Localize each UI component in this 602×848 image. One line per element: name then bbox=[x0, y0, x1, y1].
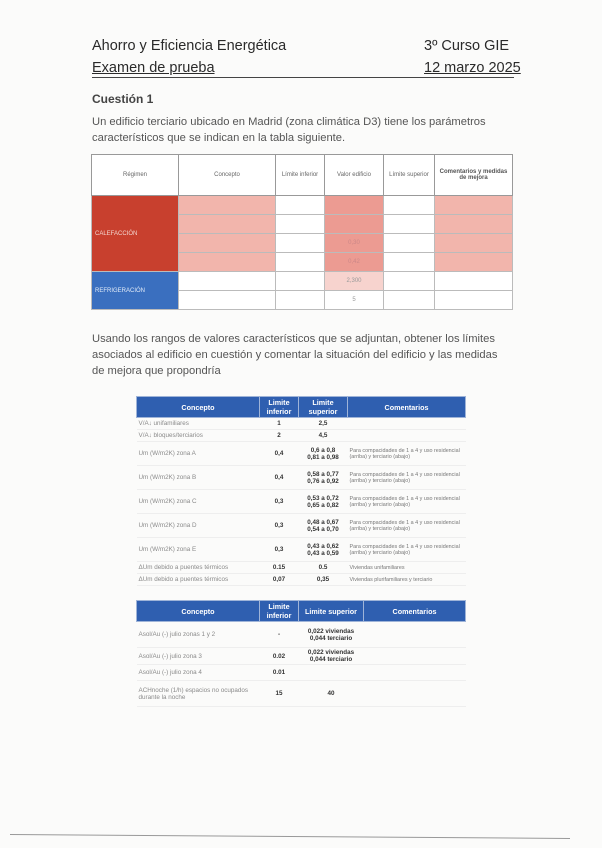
upper-limit-value: 0,022 viviendas bbox=[307, 649, 355, 656]
upper-limit-cell bbox=[299, 574, 348, 586]
comment-cell bbox=[435, 196, 513, 215]
comment-cell: Viviendas unifamiliares bbox=[348, 562, 466, 574]
table-row bbox=[137, 648, 466, 665]
lower-limit-cell: 0,07 bbox=[260, 574, 299, 586]
course-year: 3º Curso GIE bbox=[424, 38, 510, 54]
ranges-table-2 bbox=[136, 600, 466, 707]
value-cell bbox=[325, 215, 384, 234]
upper-limit-cell bbox=[299, 665, 364, 681]
concept-cell: Asol/Au (-) julio zona 3 bbox=[137, 648, 260, 665]
table-row bbox=[137, 490, 466, 514]
upper-limit-value: 0.5 bbox=[318, 564, 328, 571]
col-comentarios: Comentarios y medidas de mejora bbox=[435, 155, 513, 196]
col-limite-inferior: Limite inferior bbox=[260, 397, 299, 418]
col-regimen: Régimen bbox=[92, 155, 179, 196]
table-row bbox=[137, 562, 466, 574]
comment-cell: Para compacidades de 1 a 4 y uso residencial (arriba) y terciario (abajo) bbox=[348, 514, 466, 538]
concept-cell bbox=[179, 196, 276, 215]
concept-cell bbox=[179, 272, 276, 291]
concept-cell: Um (W/m2K) zona A bbox=[137, 442, 260, 466]
concept-cell: ACHnoche (1/h) espacios no ocupados durante la noche bbox=[137, 681, 260, 707]
upper-limit-cell bbox=[299, 622, 364, 648]
upper-limit-value: 0,022 viviendas bbox=[307, 627, 355, 635]
upper-limit-value: 4,5 bbox=[318, 432, 328, 439]
upper-limit-cell bbox=[299, 648, 364, 665]
comment-cell bbox=[348, 418, 466, 430]
low-cell bbox=[276, 253, 325, 272]
upper-limit-value-2: 0,044 terciario bbox=[309, 656, 353, 663]
table-row bbox=[137, 514, 466, 538]
upper-limit-cell bbox=[299, 442, 348, 466]
concept-cell bbox=[179, 253, 276, 272]
col-valor-edificio: Valor edificio bbox=[325, 155, 384, 196]
instructions-line-2: asociados al edificio en cuestión y comentar la situación del edificio y las medidas bbox=[92, 349, 498, 361]
lower-limit-cell: 0,3 bbox=[260, 538, 299, 562]
table-row bbox=[137, 466, 466, 490]
lower-limit-cell: 1 bbox=[260, 418, 299, 430]
col-limite-superior: Limite superior bbox=[299, 601, 364, 622]
col-comentarios: Comentarios bbox=[348, 397, 466, 418]
question-instructions bbox=[92, 331, 512, 379]
value-cell: 5 bbox=[325, 291, 384, 310]
header-rule bbox=[92, 77, 514, 78]
comment-cell: Para compacidades de 1 a 4 y uso residencial (arriba) y terciario (abajo) bbox=[348, 466, 466, 490]
lower-limit-cell: 0,3 bbox=[260, 490, 299, 514]
comment-cell: Para compacidades de 1 a 4 y uso residencial (arriba) y terciario (abajo) bbox=[348, 490, 466, 514]
page-edge bbox=[10, 834, 570, 839]
upper-limit-value: 40 bbox=[327, 690, 335, 697]
intro-line-2: característicos que se indican en la tabla siguiente. bbox=[92, 132, 346, 144]
ranges-table-1 bbox=[136, 396, 466, 586]
question-intro bbox=[92, 114, 512, 146]
lower-limit-cell: 0.15 bbox=[260, 562, 299, 574]
concept-cell: V/A↓ bloques/terciarios bbox=[137, 430, 260, 442]
upper-limit-cell bbox=[299, 490, 348, 514]
table-row bbox=[137, 574, 466, 586]
comment-cell: Para compacidades de 1 a 4 y uso residencial (arriba) y terciario (abajo) bbox=[348, 538, 466, 562]
col-comentarios: Comentarios bbox=[364, 601, 466, 622]
upper-limit-value-2: 0,65 a 0,82 bbox=[307, 501, 339, 509]
comment-cell bbox=[435, 272, 513, 291]
concept-cell: Um (W/m2K) zona B bbox=[137, 466, 260, 490]
table-row bbox=[137, 665, 466, 681]
instructions-line-3: de mejora que propondría bbox=[92, 365, 221, 377]
regime-calefaccion: CALEFACCIÓN bbox=[92, 196, 179, 272]
ranges-table-2-body bbox=[137, 622, 466, 707]
regime-refrigeracion: REFRIGERACIÓN bbox=[92, 272, 179, 310]
value-cell: 0,30 bbox=[325, 234, 384, 253]
concept-cell: Asol/Au (-) julio zona 4 bbox=[137, 665, 260, 681]
concept-cell bbox=[179, 291, 276, 310]
col-concepto: Concepto bbox=[179, 155, 276, 196]
exam-date: 12 marzo 2025 bbox=[424, 60, 521, 76]
col-limite-superior: Limite superior bbox=[299, 397, 348, 418]
concept-cell: V/A↓ unifamiliares bbox=[137, 418, 260, 430]
comment-cell: Viviendas plurifamiliares y terciario bbox=[348, 574, 466, 586]
value-cell: 2,300 bbox=[325, 272, 384, 291]
intro-line-1: Un edificio terciario ubicado en Madrid (zona climática D3) tiene los parámetros bbox=[92, 116, 486, 128]
upper-limit-cell bbox=[299, 681, 364, 707]
high-cell bbox=[384, 272, 435, 291]
comment-cell bbox=[364, 648, 466, 665]
col-concepto: Concepto bbox=[137, 601, 260, 622]
lower-limit-cell: 0.02 bbox=[260, 648, 299, 665]
upper-limit-value: 0,6 a 0,8 bbox=[310, 446, 336, 454]
high-cell bbox=[384, 291, 435, 310]
upper-limit-value: 0,43 a 0,62 bbox=[307, 542, 339, 550]
comment-cell bbox=[364, 665, 466, 681]
concept-cell bbox=[179, 215, 276, 234]
high-cell bbox=[384, 234, 435, 253]
lower-limit-cell: - bbox=[260, 622, 299, 648]
concept-cell: Um (W/m2K) zona E bbox=[137, 538, 260, 562]
instructions-line-1: Usando los rangos de valores característicos que se adjuntan, obtener los límites bbox=[92, 333, 495, 345]
comment-cell bbox=[364, 622, 466, 648]
low-cell bbox=[276, 215, 325, 234]
concept-cell: ΔUm debido a puentes térmicos bbox=[137, 562, 260, 574]
col-limite-inferior: Limite inferior bbox=[260, 601, 299, 622]
ranges-table-1-body bbox=[137, 418, 466, 586]
lower-limit-cell: 0,3 bbox=[260, 514, 299, 538]
upper-limit-cell bbox=[299, 466, 348, 490]
upper-limit-value-2: 0,54 a 0,70 bbox=[307, 525, 339, 533]
question-title: Cuestión 1 bbox=[92, 92, 154, 106]
upper-limit-value: 0,35 bbox=[316, 576, 330, 583]
table-row bbox=[137, 430, 466, 442]
concept-cell: Um (W/m2K) zona D bbox=[137, 514, 260, 538]
lower-limit-cell: 15 bbox=[260, 681, 299, 707]
comment-cell bbox=[435, 291, 513, 310]
high-cell bbox=[384, 253, 435, 272]
lower-limit-cell: 0,4 bbox=[260, 466, 299, 490]
col-limite-inferior: Límite inferior bbox=[276, 155, 325, 196]
comment-cell bbox=[364, 681, 466, 707]
concept-cell: Um (W/m2K) zona C bbox=[137, 490, 260, 514]
lower-limit-cell: 0,4 bbox=[260, 442, 299, 466]
lower-limit-cell: 0.01 bbox=[260, 665, 299, 681]
table-row bbox=[137, 538, 466, 562]
concept-cell: ΔUm debido a puentes térmicos bbox=[137, 574, 260, 586]
upper-limit-cell bbox=[299, 418, 348, 430]
table-row bbox=[137, 418, 466, 430]
col-concepto: Concepto bbox=[137, 397, 260, 418]
low-cell bbox=[276, 291, 325, 310]
value-cell: 0,42 bbox=[325, 253, 384, 272]
exam-label: Examen de prueba bbox=[92, 60, 215, 76]
comment-cell: Para compacidades de 1 a 4 y uso residencial (arriba) y terciario (abajo) bbox=[348, 442, 466, 466]
lower-limit-cell: 2 bbox=[260, 430, 299, 442]
upper-limit-value: 2,5 bbox=[318, 420, 328, 427]
upper-limit-value: 0,48 a 0,67 bbox=[307, 518, 339, 526]
upper-limit-cell bbox=[299, 562, 348, 574]
col-limite-superior: Límite superior bbox=[384, 155, 435, 196]
value-cell bbox=[325, 196, 384, 215]
high-cell bbox=[384, 215, 435, 234]
low-cell bbox=[276, 196, 325, 215]
upper-limit-value-2: 0,76 a 0,92 bbox=[307, 477, 339, 485]
upper-limit-value-2: 0,43 a 0,59 bbox=[307, 549, 339, 557]
concept-cell: Asol/Au (-) julio zonas 1 y 2 bbox=[137, 622, 260, 648]
upper-limit-value-2: 0,044 terciario bbox=[309, 634, 353, 642]
upper-limit-value-2: 0,81 a 0,98 bbox=[307, 453, 339, 461]
high-cell bbox=[384, 196, 435, 215]
upper-limit-value: 0,58 a 0,77 bbox=[307, 470, 339, 478]
upper-limit-cell bbox=[299, 514, 348, 538]
comment-cell bbox=[348, 430, 466, 442]
upper-limit-cell bbox=[299, 538, 348, 562]
concept-cell bbox=[179, 234, 276, 253]
upper-limit-cell bbox=[299, 430, 348, 442]
table-row bbox=[137, 622, 466, 648]
upper-limit-value: 0,53 a 0,72 bbox=[307, 494, 339, 502]
comment-cell bbox=[435, 215, 513, 234]
low-cell bbox=[276, 272, 325, 291]
table-row bbox=[137, 442, 466, 466]
comment-cell bbox=[435, 234, 513, 253]
building-parameters-table bbox=[91, 154, 513, 310]
low-cell bbox=[276, 234, 325, 253]
table-row bbox=[137, 681, 466, 707]
comment-cell bbox=[435, 253, 513, 272]
course-title: Ahorro y Eficiencia Energética bbox=[92, 38, 287, 54]
